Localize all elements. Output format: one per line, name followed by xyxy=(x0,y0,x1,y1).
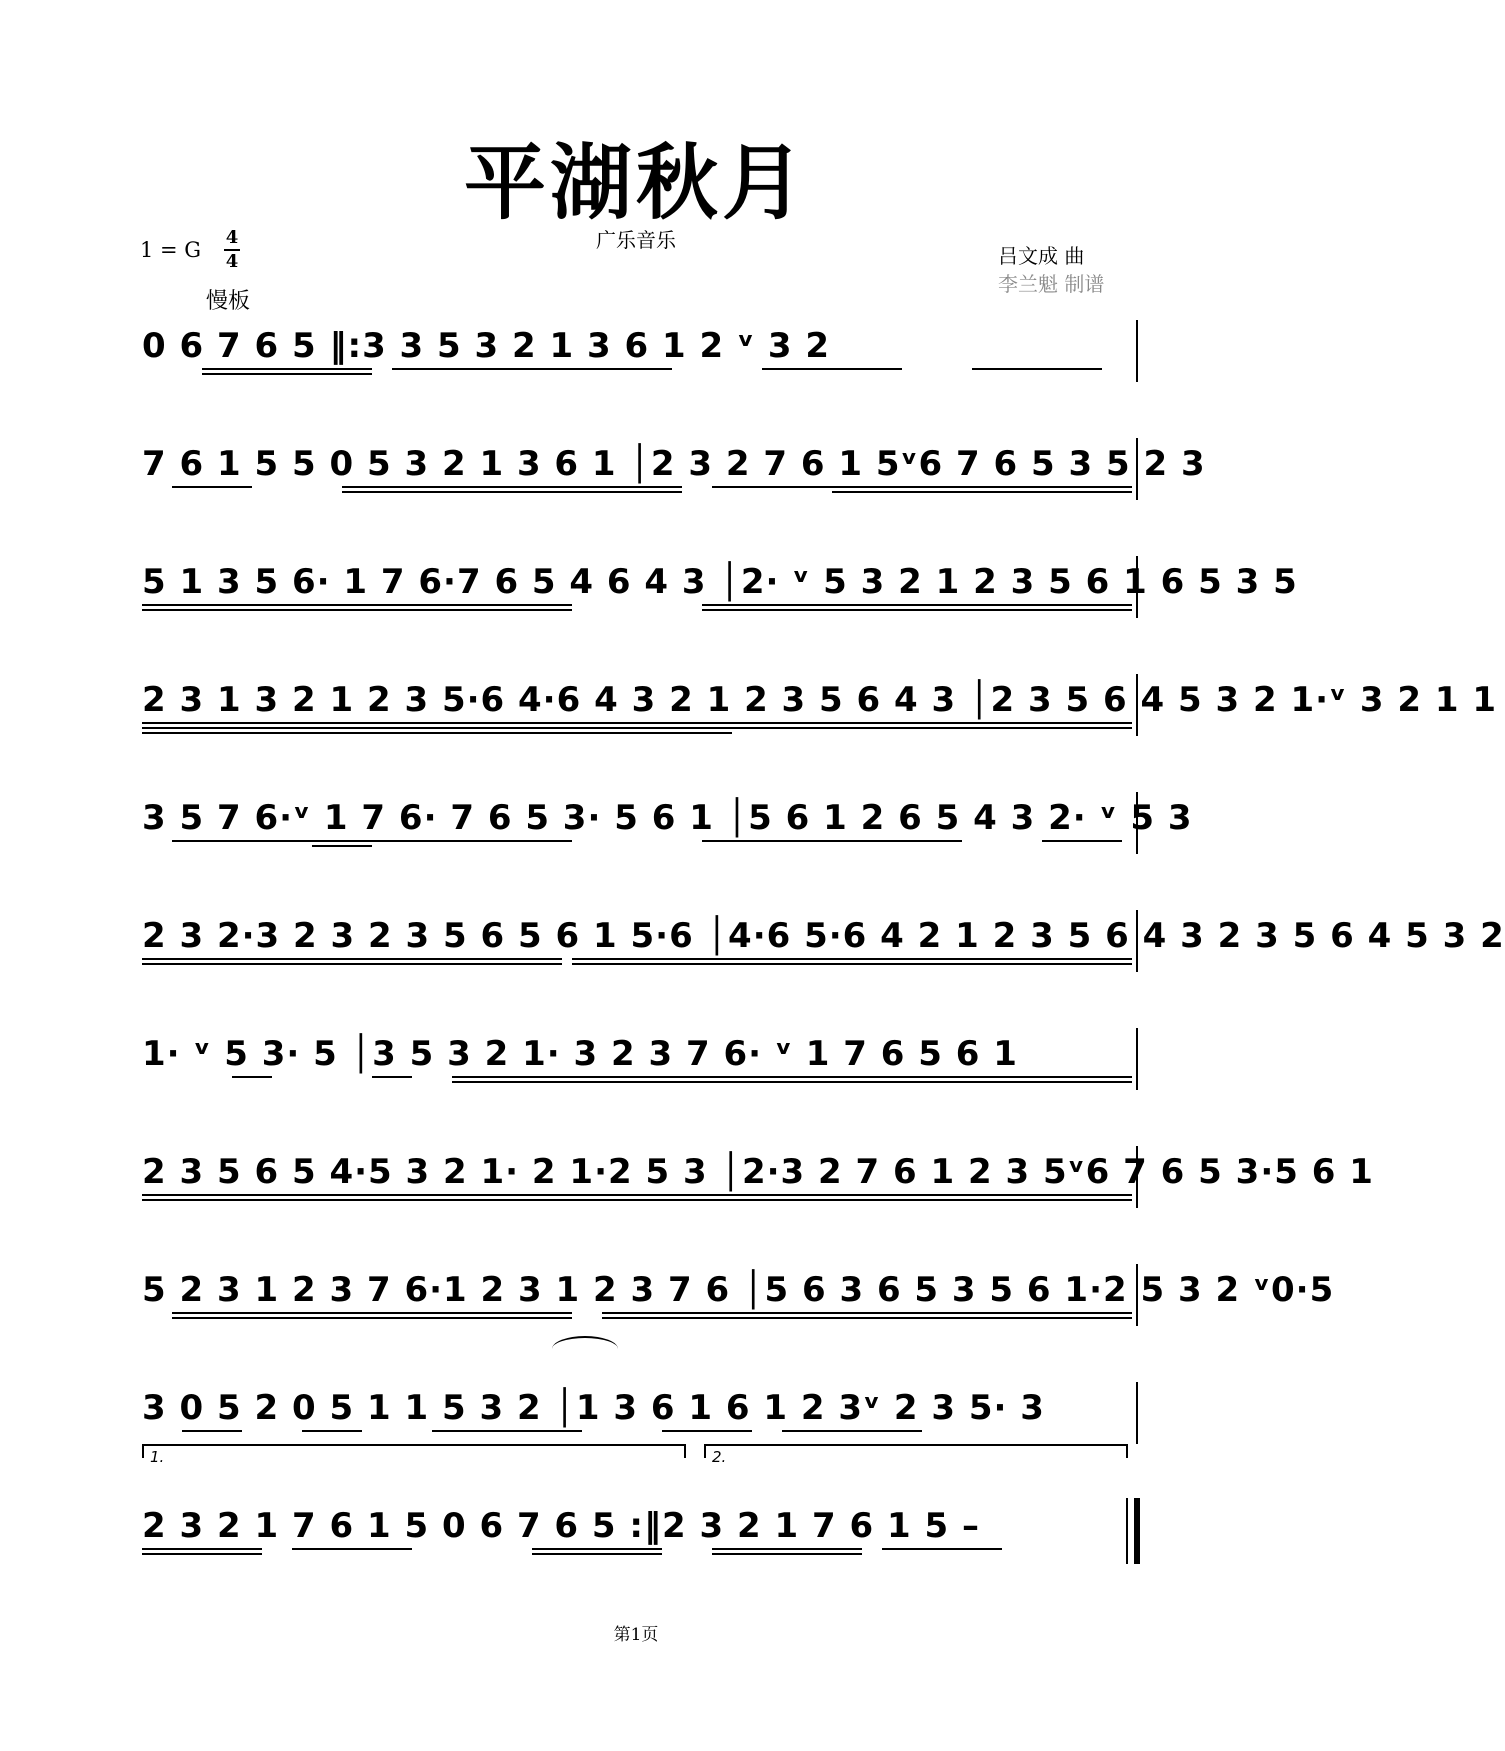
notation-line: 5 2 3 1 2 3 7 6·1 2 3 1 2 3 7 6 │5 6 3 6 5 3 5 6 1·2 5 3 2 ᵛ0·5 xyxy=(142,1270,1335,1310)
slur-tie xyxy=(552,1336,618,1362)
notation-line: 2 3 5 6 5 4·5 3 2 1· 2 1·2 5 3 │2·3 2 7 6 1 2 3 5ᵛ6 7 6 5 3·5 6 1 xyxy=(142,1152,1374,1192)
score-row-6 xyxy=(142,912,1505,960)
notation-line: 0 6 7 6 5 ‖:3 3 5 3 2 1 3 6 1 2 ᵛ 3 2 xyxy=(142,326,831,366)
beam xyxy=(342,491,682,493)
beam xyxy=(342,486,682,488)
beam xyxy=(142,609,572,611)
barline-end xyxy=(1136,674,1138,736)
meter-bottom: 4 xyxy=(225,251,239,272)
score-row-1 xyxy=(142,322,1142,370)
beam xyxy=(662,1430,752,1432)
beam xyxy=(972,368,1102,370)
beam xyxy=(782,1430,922,1432)
beam xyxy=(142,722,1132,724)
beam xyxy=(572,963,1132,965)
beam xyxy=(372,1076,412,1078)
beam xyxy=(292,1548,412,1550)
beam xyxy=(702,604,1132,606)
barline-end xyxy=(1136,1028,1138,1090)
beam xyxy=(762,368,902,370)
score-row-5 xyxy=(142,794,1193,842)
beam xyxy=(142,1199,1132,1201)
genre-label: 广乐音乐 xyxy=(596,228,676,252)
beam xyxy=(182,1430,242,1432)
beam xyxy=(142,1553,262,1555)
notation-line: 2 3 2 1 7 6 1 5 0 6 7 6 5 :‖2 3 2 1 7 6 1 5 – xyxy=(142,1506,980,1546)
volta-2-label: 2. xyxy=(712,1448,727,1466)
beam xyxy=(712,1553,862,1555)
notation-line: 2 3 2·3 2 3 2 3 5 6 5 6 1 5·6 │4·6 5·6 4 2 1 2 3 5 6 4 3 2 3 5 6 4 5 3 2 xyxy=(142,916,1505,956)
score-title: 平湖秋月 xyxy=(463,136,808,231)
arranger-credit: 李兰魁 制谱 xyxy=(998,272,1105,296)
beam xyxy=(142,732,732,734)
barline-end xyxy=(1136,556,1138,618)
notation-line: 5 1 3 5 6· 1 7 6·7 6 5 4 6 4 3 │2· ᵛ 5 3 2 1 2 3 5 6 1 6 5 3 5 xyxy=(142,562,1298,602)
barline-end xyxy=(1136,320,1138,382)
beam xyxy=(712,486,1132,488)
page-number: 第1页 xyxy=(613,1625,659,1645)
beam xyxy=(572,958,1132,960)
beam xyxy=(602,1317,1132,1319)
score-row-2 xyxy=(142,440,1206,488)
beam xyxy=(1042,840,1122,842)
beam xyxy=(142,604,572,606)
beam xyxy=(702,609,1132,611)
beam xyxy=(142,963,562,965)
beam xyxy=(452,1081,1132,1083)
beam xyxy=(832,491,1132,493)
score-row-4 xyxy=(142,676,1498,724)
final-barline xyxy=(1126,1498,1140,1564)
score-row-10 xyxy=(142,1384,1142,1432)
notation-line: 3 5 7 6·ᵛ 1 7 6· 7 6 5 3· 5 6 1 │5 6 1 2 6 5 4 3 2· ᵛ 5 3 xyxy=(142,798,1193,838)
beam xyxy=(202,368,372,370)
tempo-marking: 慢板 xyxy=(206,289,251,314)
beam xyxy=(302,1430,362,1432)
volta-1-label: 1. xyxy=(150,1448,165,1466)
barline-end xyxy=(1136,910,1138,972)
beam xyxy=(712,1548,862,1550)
beam xyxy=(142,1548,262,1550)
beam xyxy=(532,1553,662,1555)
barline-end xyxy=(1136,1382,1138,1444)
score-row-11 xyxy=(142,1502,1142,1550)
volta-bracket-2 xyxy=(704,1444,1128,1466)
beam xyxy=(702,840,962,842)
composer-credit: 吕文成 曲 xyxy=(998,244,1085,268)
beam xyxy=(882,1548,1002,1550)
beam xyxy=(432,1430,582,1432)
notation-line: 2 3 1 3 2 1 2 3 5·6 4·6 4 3 2 1 2 3 5 6 4 3 │2 3 5 6 4 5 3 2 1·ᵛ 3 2 1 1 xyxy=(142,680,1498,720)
beam xyxy=(392,368,672,370)
beam xyxy=(172,1317,572,1319)
notation-line: 3 0 5 2 0 5 1 1 5 3 2 │1 3 6 1 6 1 2 3ᵛ 2 3 5· 3 xyxy=(142,1388,1045,1428)
barline-end xyxy=(1136,438,1138,500)
notation-line: 1· ᵛ 5 3· 5 │3 5 3 2 1· 3 2 3 7 6· ᵛ 1 7 6 5 6 1 xyxy=(142,1034,1018,1074)
beam xyxy=(532,1548,662,1550)
barline-end xyxy=(1136,1264,1138,1326)
beam xyxy=(142,727,1132,729)
score-row-9 xyxy=(142,1266,1335,1314)
volta-bracket-1 xyxy=(142,1444,686,1466)
beam xyxy=(202,373,372,375)
beam xyxy=(142,1194,1132,1196)
barline-end xyxy=(1136,1146,1138,1208)
meter-top: 4 xyxy=(225,227,239,248)
beam xyxy=(172,840,572,842)
beam xyxy=(172,486,252,488)
beam xyxy=(232,1076,272,1078)
beam xyxy=(142,958,562,960)
beam xyxy=(312,845,372,847)
key-signature: 1 = G xyxy=(140,238,202,262)
beam xyxy=(172,1312,572,1314)
barline-end xyxy=(1136,792,1138,854)
time-signature xyxy=(224,228,240,272)
score-row-3 xyxy=(142,558,1298,606)
notation-line: 7 6 1 5 5 0 5 3 2 1 3 6 1 │2 3 2 7 6 1 5ᵛ6 7 6 5 3 5 2 3 xyxy=(142,444,1206,484)
score-row-7 xyxy=(142,1030,1142,1078)
score-row-8 xyxy=(142,1148,1374,1196)
beam xyxy=(452,1076,1132,1078)
beam xyxy=(602,1312,1132,1314)
